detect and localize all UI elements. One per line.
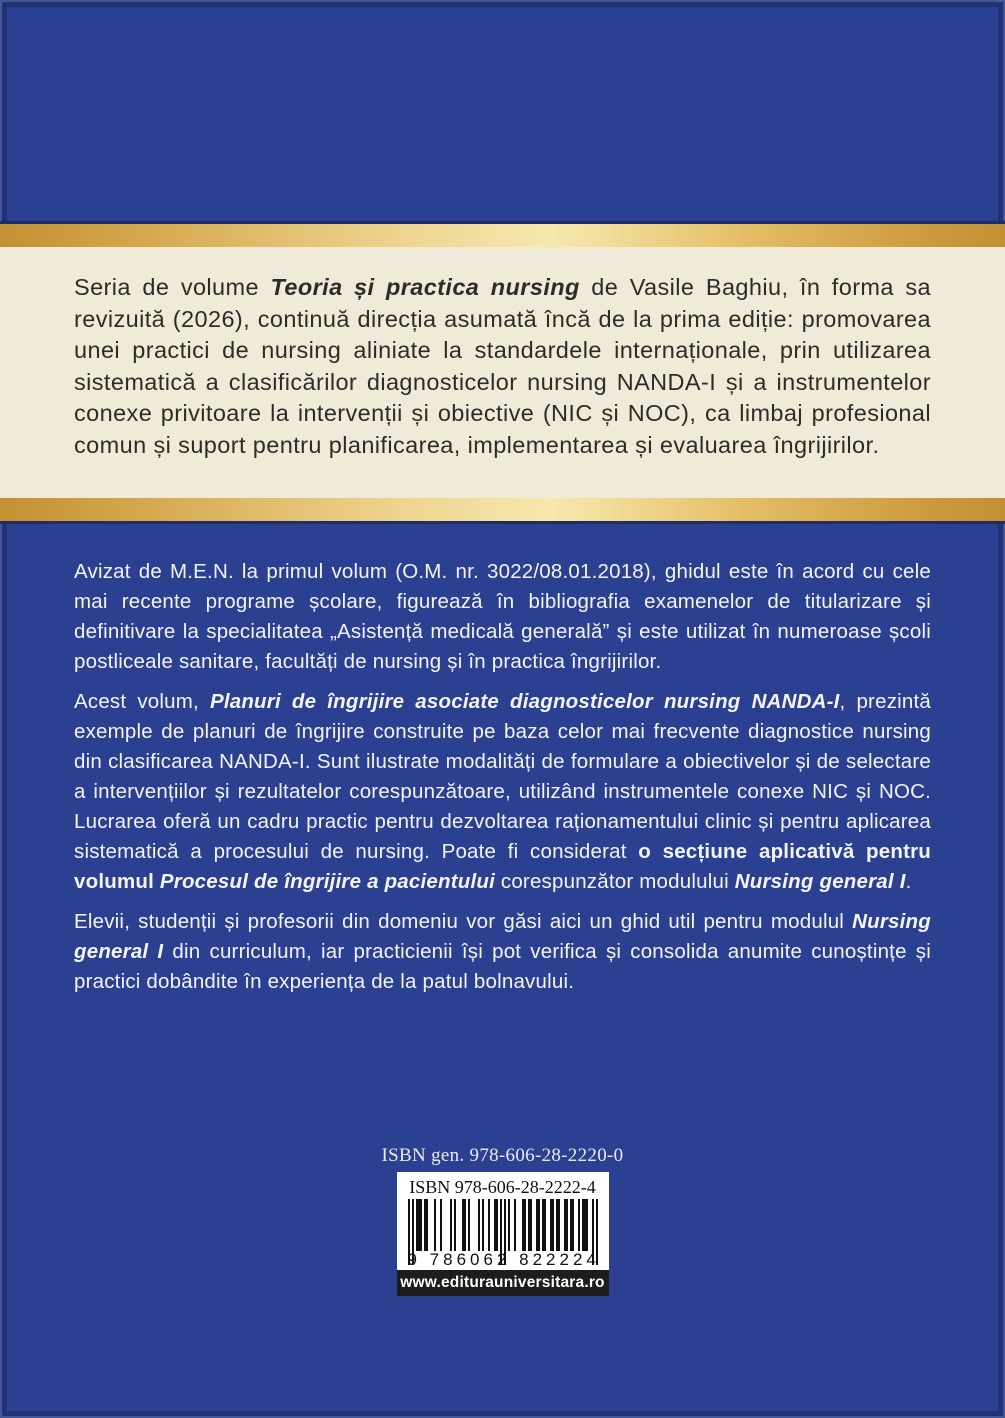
text-run: o secțiune aplicativă pentru volumul	[74, 840, 932, 893]
text-run: Avizat de M.E.N. la primul volum (O.M. nr. 3022/08.01.2018), ghidul este în acord cu cele mai recente programe școlare, figurează în bibliografia examenelor de titularizare și definitivare la specialitatea „Asistență medicală generală” și este utilizat în numeroase școli postliceale sanitare, facultăți de nursing și în practica îngrijirilor.	[74, 560, 931, 673]
description-paragraph-3	[74, 907, 931, 997]
top-blue-area	[0, 0, 1005, 221]
text-run: Teoria și practica nursing	[270, 274, 580, 300]
gold-stripe-bottom	[0, 498, 1005, 524]
barcode-isbn-text: ISBN 978-606-28-2222-4	[409, 1177, 596, 1197]
barcode	[408, 1199, 598, 1267]
description-paragraph-1	[74, 557, 931, 677]
description-section	[0, 524, 1005, 1296]
text-run: corespunzător modulului	[494, 870, 735, 893]
text-run: , prezintă exemple de planuri de îngrijire construite pe baza celor mai frecvente diagnostice nursing din clasificarea NANDA-I. Sunt ilustrate modalități de formulare a obiectivelor și de selectare a intervențiilor și rezultatelor corespunzătoare, utilizând instrumentele conexe NIC și NOC. Lucrarea oferă un cadru practic pentru dezvoltarea raționamentului clinic și pentru aplicarea sistematică a procesului de nursing. Poate fi considerat	[74, 690, 931, 863]
publisher-website-strip	[397, 1270, 609, 1296]
text-run: .	[905, 870, 912, 893]
text-run: Procesul de îngrijire a pacientului	[159, 870, 495, 893]
text-run: Planuri de îngrijire asociate diagnosticelor nursing NANDA-I	[209, 690, 840, 713]
series-intro-panel	[0, 247, 1005, 498]
text-run: din curriculum, iar practicienii își pot verifica și consolida anumite cunoștințe și practici dobândite în experiența de la patul bolnavului.	[74, 940, 931, 993]
barcode-box	[397, 1172, 609, 1296]
text-run: Seria de volume	[74, 274, 271, 300]
text-run: Nursing general I	[734, 870, 906, 893]
description-paragraph-2	[74, 687, 931, 897]
text-run: de Vasile Baghiu, în forma sa revizuită (2026), continuă direcția asumată încă de la prima ediție: promovarea unei practici de nursing aliniate la standardele internaționale, prin utilizarea sistematică a clasificărilor diagnosticelor nursing NANDA-I și a instrumentelor conexe privitoare la intervenții și obiective (NIC și NOC), ca limbaj profesional comun și suport pentru planificarea, implementarea și evaluarea îngrijirilor.	[74, 274, 931, 458]
isbn-block	[74, 1145, 931, 1296]
text-run: Acest volum,	[74, 690, 210, 713]
isbn-general-text: ISBN gen. 978-606-28-2220-0	[381, 1145, 624, 1166]
barcode-digits: 9 786062 822224	[407, 1250, 600, 1269]
text-run: Nursing general I	[74, 910, 931, 963]
series-intro-text	[74, 272, 931, 461]
text-run: Elevii, studenții și profesorii din domeniu vor găsi aici un ghid util pentru modulul	[74, 910, 853, 933]
gold-stripe-top	[0, 221, 1005, 247]
publisher-website-text: www.editurauniversitara.ro	[400, 1274, 605, 1291]
